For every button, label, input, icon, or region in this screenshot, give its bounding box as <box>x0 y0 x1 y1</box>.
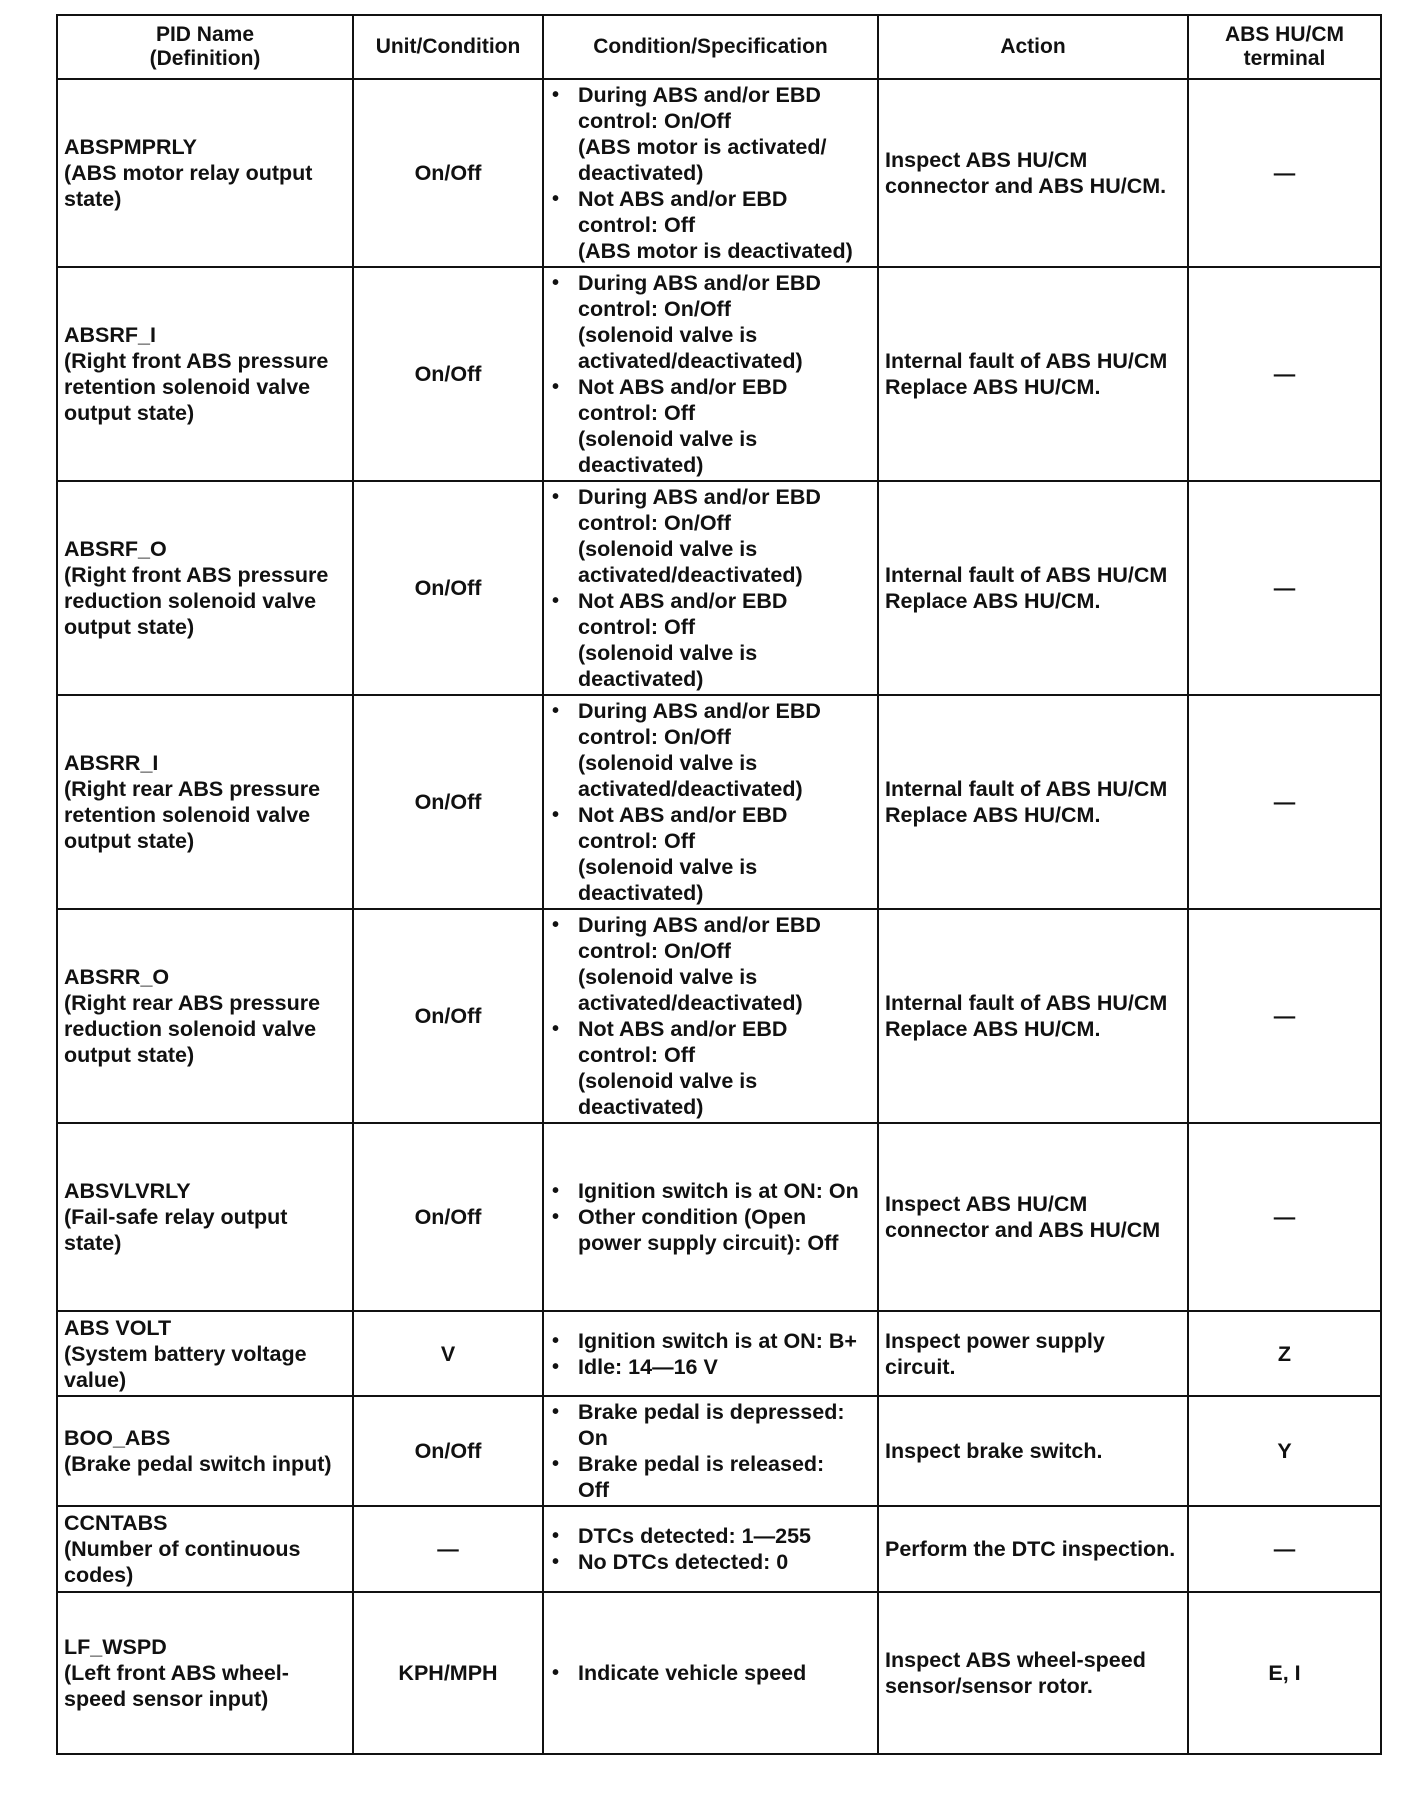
header-row <box>57 15 1381 79</box>
action-line: Internal fault of ABS HU/CM <box>885 991 1168 1015</box>
spec-line: Not ABS and/or EBD <box>578 187 788 211</box>
unit-cell: On/Off <box>353 1123 543 1311</box>
spec-list <box>550 484 871 692</box>
spec-item <box>550 1328 871 1354</box>
bullet-icon: • <box>552 84 560 106</box>
spec-item <box>550 1549 871 1575</box>
action-cell <box>878 267 1188 481</box>
spec-line: control: On/Off <box>578 511 731 535</box>
unit-cell: On/Off <box>353 267 543 481</box>
table-row <box>57 1592 1381 1754</box>
spec-item <box>550 270 871 374</box>
bullet-icon: • <box>552 590 560 612</box>
bullet-icon: • <box>552 1180 560 1202</box>
spec-cell <box>543 1123 878 1311</box>
spec-line: Indicate vehicle speed <box>578 1661 807 1685</box>
spec-line: activated/deactivated) <box>578 349 803 373</box>
pid-definition-line: retention solenoid valve <box>64 375 311 399</box>
pid-name: ABS VOLT <box>64 1315 172 1340</box>
spec-line: (solenoid valve is <box>578 641 758 665</box>
action-line: Inspect ABS HU/CM <box>885 148 1088 172</box>
bullet-icon: • <box>552 1551 560 1573</box>
bullet-icon: • <box>552 804 560 826</box>
spec-line: control: On/Off <box>578 297 731 321</box>
spec-list <box>550 698 871 906</box>
bullet-icon: • <box>552 486 560 508</box>
spec-line: (ABS motor is deactivated) <box>578 239 853 263</box>
spec-line: Idle: 14—16 V <box>578 1354 718 1379</box>
spec-item <box>550 1660 871 1686</box>
bullet-icon: • <box>552 700 560 722</box>
action-cell <box>878 1311 1188 1396</box>
spec-line: (solenoid valve is <box>578 855 758 879</box>
pid-name: CCNTABS <box>64 1511 168 1535</box>
spec-line: control: Off <box>578 615 696 639</box>
spec-line: Ignition switch is at ON: B+ <box>578 1328 857 1353</box>
terminal-cell: — <box>1188 79 1381 267</box>
spec-list <box>550 1523 871 1575</box>
spec-line: During ABS and/or EBD <box>578 485 821 509</box>
spec-line: Not ABS and/or EBD <box>578 1017 788 1041</box>
table-row <box>57 909 1381 1123</box>
pid-name-cell <box>57 267 353 481</box>
pid-name-cell <box>57 1506 353 1592</box>
terminal-cell: — <box>1188 695 1381 909</box>
spec-line: control: Off <box>578 1043 696 1067</box>
spec-cell <box>543 1396 878 1506</box>
pid-definition-line: (Fail-safe relay output <box>64 1205 288 1229</box>
spec-item <box>550 1523 871 1549</box>
spec-item <box>550 1451 871 1503</box>
action-line: Internal fault of ABS HU/CM <box>885 777 1168 801</box>
spec-line: deactivated) <box>578 161 704 185</box>
action-cell <box>878 909 1188 1123</box>
spec-item <box>550 82 871 186</box>
pid-name: ABSRF_O <box>64 537 167 561</box>
table-row <box>57 79 1381 267</box>
table-row <box>57 1396 1381 1506</box>
spec-item <box>550 1204 871 1256</box>
spec-line: deactivated) <box>578 453 704 477</box>
spec-line: (solenoid valve is <box>578 323 758 347</box>
header-unit-condition: Unit/Condition <box>353 15 543 79</box>
pid-name-cell <box>57 1592 353 1754</box>
spec-line: During ABS and/or EBD <box>578 913 821 937</box>
action-line: Perform the DTC inspection. <box>885 1537 1176 1561</box>
table-row <box>57 1123 1381 1311</box>
spec-item <box>550 484 871 588</box>
spec-item <box>550 802 871 906</box>
action-line: Replace ABS HU/CM. <box>885 375 1101 399</box>
spec-item <box>550 374 871 478</box>
pid-name: ABSRR_O <box>64 965 170 989</box>
spec-list <box>550 1660 871 1686</box>
spec-item <box>550 1016 871 1120</box>
action-cell <box>878 481 1188 695</box>
action-line: connector and ABS HU/CM <box>885 1218 1161 1242</box>
spec-line: During ABS and/or EBD <box>578 83 821 107</box>
spec-item <box>550 1354 871 1380</box>
spec-list <box>550 82 871 264</box>
spec-line: control: On/Off <box>578 939 731 963</box>
pid-name-cell <box>57 1311 353 1396</box>
pid-definition-line: reduction solenoid valve <box>64 589 317 613</box>
unit-cell: KPH/MPH <box>353 1592 543 1754</box>
action-line: Inspect ABS wheel-speed <box>885 1648 1146 1672</box>
spec-line: Brake pedal is released: <box>578 1452 825 1476</box>
spec-cell <box>543 267 878 481</box>
spec-line: (ABS motor is activated/ <box>578 135 827 159</box>
spec-line: control: Off <box>578 829 696 853</box>
spec-item <box>550 186 871 264</box>
bullet-icon: • <box>552 376 560 398</box>
pid-definition-line: (Left front ABS wheel- <box>64 1661 289 1685</box>
bullet-icon: • <box>552 914 560 936</box>
pid-name-cell <box>57 79 353 267</box>
pid-name: ABSRF_I <box>64 323 156 347</box>
pid-name-cell <box>57 695 353 909</box>
pid-name: ABSRR_I <box>64 751 159 775</box>
spec-item <box>550 698 871 802</box>
table-row <box>57 1506 1381 1592</box>
spec-line: Not ABS and/or EBD <box>578 803 788 827</box>
table-row <box>57 695 1381 909</box>
spec-line: Not ABS and/or EBD <box>578 375 788 399</box>
spec-line: During ABS and/or EBD <box>578 699 821 723</box>
bullet-icon: • <box>552 1206 560 1228</box>
spec-line: Off <box>578 1478 610 1502</box>
bullet-icon: • <box>552 188 560 210</box>
spec-line: (solenoid valve is <box>578 427 758 451</box>
header-pid-name: PID Name (Definition) <box>57 15 353 79</box>
spec-line: activated/deactivated) <box>578 991 803 1015</box>
unit-cell: On/Off <box>353 1396 543 1506</box>
action-cell <box>878 79 1188 267</box>
pid-name-cell <box>57 481 353 695</box>
pid-definition-line: reduction solenoid valve <box>64 1017 317 1041</box>
terminal-cell: — <box>1188 1123 1381 1311</box>
spec-line: No DTCs detected: 0 <box>578 1550 789 1574</box>
action-line: Internal fault of ABS HU/CM <box>885 349 1168 373</box>
spec-item <box>550 1399 871 1451</box>
action-line: Internal fault of ABS HU/CM <box>885 563 1168 587</box>
table-row <box>57 267 1381 481</box>
terminal-cell: — <box>1188 481 1381 695</box>
pid-definition-line: speed sensor input) <box>64 1687 269 1711</box>
pid-definition-line: output state) <box>64 615 195 639</box>
action-line: Replace ABS HU/CM. <box>885 803 1101 827</box>
spec-line: activated/deactivated) <box>578 563 803 587</box>
action-line: Inspect ABS HU/CM <box>885 1192 1088 1216</box>
bullet-icon: • <box>552 1329 560 1352</box>
pid-definition-line: (Number of continuous <box>64 1537 301 1561</box>
spec-line: control: On/Off <box>578 109 731 133</box>
spec-item <box>550 588 871 692</box>
terminal-cell: — <box>1188 1506 1381 1592</box>
terminal-cell: Z <box>1188 1311 1381 1396</box>
pid-definition-line: (Right front ABS pressure <box>64 563 329 587</box>
spec-cell <box>543 695 878 909</box>
action-line: Replace ABS HU/CM. <box>885 1017 1101 1041</box>
spec-list <box>550 270 871 478</box>
pid-definition-line: value) <box>64 1367 127 1392</box>
spec-line: deactivated) <box>578 1095 704 1119</box>
spec-line: control: Off <box>578 401 696 425</box>
pid-definition-line: (Right rear ABS pressure <box>64 991 321 1015</box>
spec-line: control: Off <box>578 213 696 237</box>
pid-name: ABSPMPRLY <box>64 135 198 159</box>
pid-name-cell <box>57 909 353 1123</box>
bullet-icon: • <box>552 1662 560 1684</box>
spec-line: On <box>578 1426 608 1450</box>
pid-definition-line: output state) <box>64 401 195 425</box>
pid-name-cell <box>57 1123 353 1311</box>
spec-list <box>550 1178 871 1256</box>
bullet-icon: • <box>552 1453 560 1475</box>
terminal-cell: Y <box>1188 1396 1381 1506</box>
action-cell <box>878 1396 1188 1506</box>
spec-item <box>550 1178 871 1204</box>
pid-name: LF_WSPD <box>64 1635 167 1659</box>
spec-list <box>550 1399 871 1503</box>
pid-definition-line: retention solenoid valve <box>64 803 311 827</box>
table-row <box>57 481 1381 695</box>
terminal-cell: — <box>1188 267 1381 481</box>
action-cell <box>878 695 1188 909</box>
pid-definition-line: codes) <box>64 1563 134 1587</box>
pid-definition-line: (ABS motor relay output <box>64 161 313 185</box>
action-cell <box>878 1506 1188 1592</box>
bullet-icon: • <box>552 1018 560 1040</box>
header-terminal: ABS HU/CM terminal <box>1188 15 1381 79</box>
action-line: Inspect brake switch. <box>885 1439 1103 1463</box>
spec-item <box>550 912 871 1016</box>
spec-line: (solenoid valve is <box>578 965 758 989</box>
action-cell <box>878 1592 1188 1754</box>
pid-definition-line: state) <box>64 187 122 211</box>
unit-cell: V <box>353 1311 543 1396</box>
spec-line: DTCs detected: 1—255 <box>578 1524 811 1548</box>
spec-line: control: On/Off <box>578 725 731 749</box>
bullet-icon: • <box>552 1401 560 1423</box>
bullet-icon: • <box>552 1525 560 1547</box>
header-action: Action <box>878 15 1188 79</box>
spec-line: deactivated) <box>578 881 704 905</box>
unit-cell: On/Off <box>353 79 543 267</box>
spec-cell <box>543 1592 878 1754</box>
action-line: Inspect power supply circuit. <box>885 1328 1105 1379</box>
bullet-icon: • <box>552 272 560 294</box>
spec-list <box>550 912 871 1120</box>
spec-list <box>550 1328 871 1380</box>
spec-line: Not ABS and/or EBD <box>578 589 788 613</box>
unit-cell: — <box>353 1506 543 1592</box>
terminal-cell: — <box>1188 909 1381 1123</box>
spec-line: (solenoid valve is <box>578 751 758 775</box>
action-cell <box>878 1123 1188 1311</box>
spec-line: deactivated) <box>578 667 704 691</box>
spec-cell <box>543 79 878 267</box>
pid-definition-line: output state) <box>64 829 195 853</box>
pid-definition-line: (Right rear ABS pressure <box>64 777 321 801</box>
bullet-icon: • <box>552 1355 560 1378</box>
action-line: Replace ABS HU/CM. <box>885 589 1101 613</box>
action-line: connector and ABS HU/CM. <box>885 174 1167 198</box>
header-condition-specification: Condition/Specification <box>543 15 878 79</box>
pid-name-cell <box>57 1396 353 1506</box>
spec-line: (solenoid valve is <box>578 1069 758 1093</box>
spec-cell <box>543 481 878 695</box>
spec-line: Other condition (Open <box>578 1205 807 1229</box>
pid-name: BOO_ABS <box>64 1426 171 1450</box>
pid-definition-line: (Brake pedal switch input) <box>64 1452 332 1476</box>
spec-cell <box>543 909 878 1123</box>
spec-cell <box>543 1506 878 1592</box>
spec-line: activated/deactivated) <box>578 777 803 801</box>
table-row <box>57 1311 1381 1396</box>
terminal-cell: E, I <box>1188 1592 1381 1754</box>
action-line: sensor/sensor rotor. <box>885 1674 1093 1698</box>
pid-definition-line: (System battery voltage <box>64 1341 307 1366</box>
unit-cell: On/Off <box>353 481 543 695</box>
pid-definition-line: output state) <box>64 1043 195 1067</box>
spec-cell <box>543 1311 878 1396</box>
pid-definition-line: state) <box>64 1231 122 1255</box>
spec-line: power supply circuit): Off <box>578 1231 839 1255</box>
spec-line: During ABS and/or EBD <box>578 271 821 295</box>
unit-cell: On/Off <box>353 909 543 1123</box>
spec-line: Brake pedal is depressed: <box>578 1400 845 1424</box>
spec-line: (solenoid valve is <box>578 537 758 561</box>
pid-definition-line: (Right front ABS pressure <box>64 349 329 373</box>
pid-name: ABSVLVRLY <box>64 1179 191 1203</box>
spec-line: Ignition switch is at ON: On <box>578 1179 859 1203</box>
unit-cell: On/Off <box>353 695 543 909</box>
pid-table <box>56 14 1382 1755</box>
